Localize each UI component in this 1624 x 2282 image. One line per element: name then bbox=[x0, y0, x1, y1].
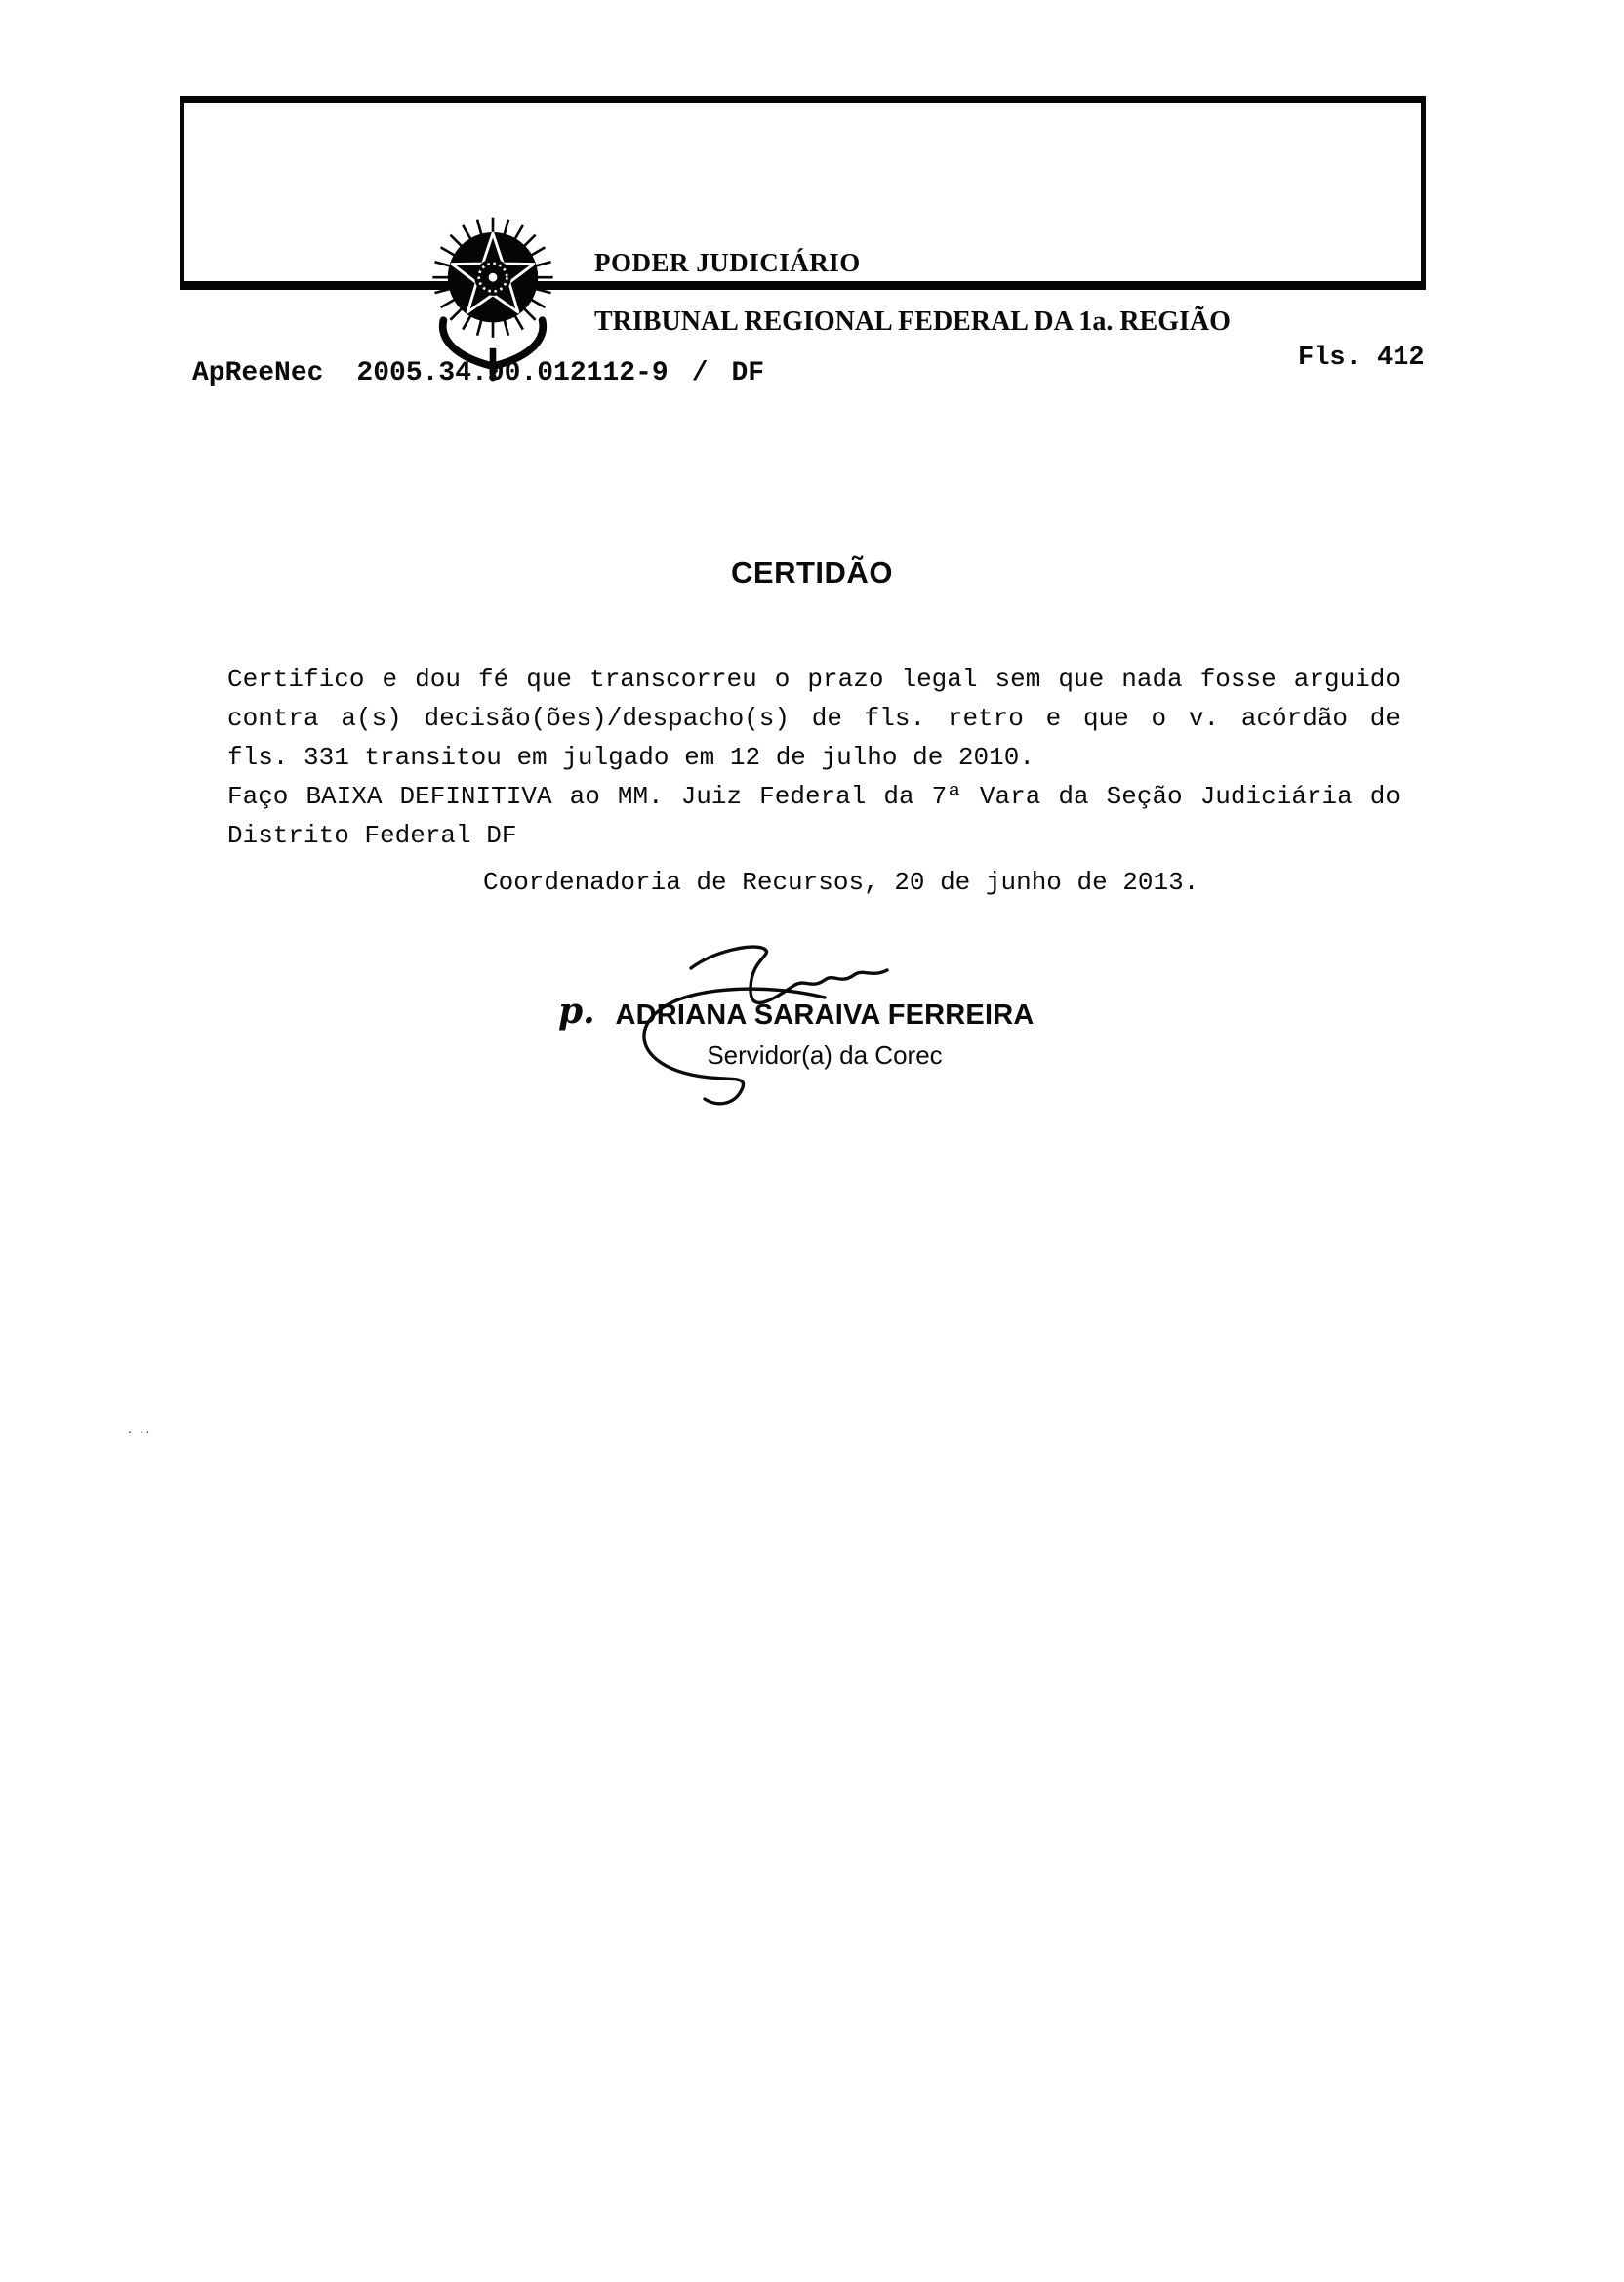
folio-number: Fls. 412 bbox=[1298, 344, 1425, 373]
case-line bbox=[192, 359, 764, 388]
signer-role: Servidor(a) da Corec bbox=[707, 1040, 943, 1070]
case-class-code: ApReeNec bbox=[192, 358, 324, 388]
certificate-body bbox=[227, 660, 1401, 902]
case-separator: / bbox=[691, 358, 709, 388]
scan-artifact-dots: . .. bbox=[128, 1422, 152, 1437]
coat-of-arms-icon bbox=[426, 211, 559, 383]
case-process-number: 2005.34.00.012112-9 bbox=[356, 358, 669, 388]
handwritten-initial: p. bbox=[558, 991, 595, 1032]
body-line: contra a(s) decisão(ões)/despacho(s) de fls. retro e que o v. acórdão de bbox=[227, 704, 1401, 733]
signer-name: ADRIANA SARAIVA FERREIRA bbox=[615, 999, 1035, 1031]
date-line: Coordenadoria de Recursos, 20 de junho de 2013. bbox=[483, 868, 1199, 897]
body-line: Faço BAIXA DEFINITIVA ao MM. Juiz Federal da 7ª Vara da Seção Judiciária do bbox=[227, 782, 1401, 811]
body-line: Certifico e dou fé que transcorreu o prazo legal sem que nada fosse arguido bbox=[227, 665, 1401, 694]
header-org-line1: PODER JUDICIÁRIO bbox=[594, 248, 861, 277]
body-line: fls. 331 transitou em julgado em 12 de julho de 2010. bbox=[227, 743, 1035, 772]
document-title: CERTIDÃO bbox=[731, 555, 893, 590]
case-state: DF bbox=[731, 358, 765, 388]
header-org-line2: TRIBUNAL REGIONAL FEDERAL DA 1a. REGIÃO bbox=[594, 306, 1231, 337]
body-line: Distrito Federal DF bbox=[227, 821, 517, 850]
header-box bbox=[180, 96, 1426, 337]
